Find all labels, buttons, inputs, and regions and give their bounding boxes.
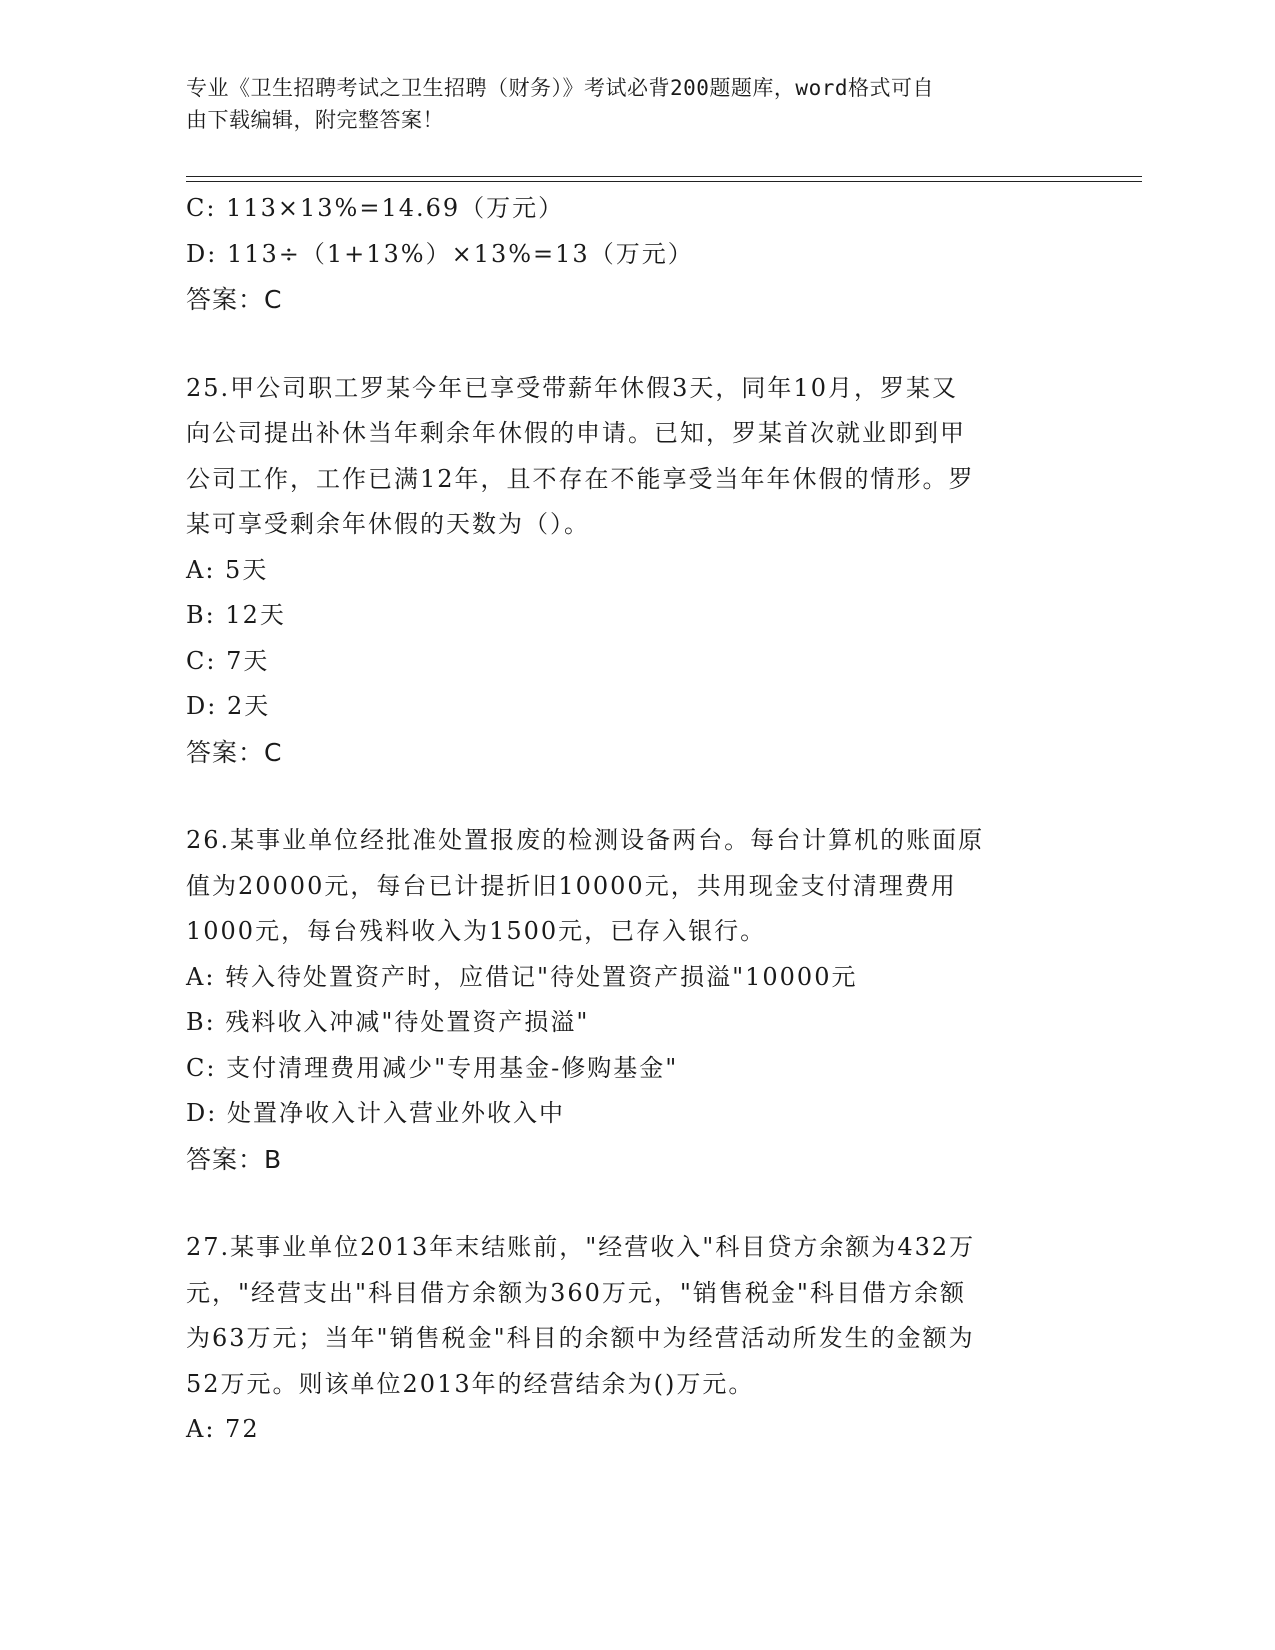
question-gap — [186, 775, 1066, 818]
question-gap — [186, 1182, 1066, 1225]
question-text-line: 1000元，每台残料收入为1500元，已存入银行。 — [186, 917, 767, 945]
question-25 — [186, 366, 1066, 776]
option-a: A: 转入待处置资产时，应借记"待处置资产损溢"10000元 — [186, 962, 858, 991]
header-rule-top — [186, 176, 1142, 177]
question-text-line: 公司工作，工作已满12年，且不存在不能享受当年年休假的情形。罗 — [186, 464, 975, 493]
option-d: D: 处置净收入计入营业外收入中 — [186, 1099, 565, 1127]
question-text-line: 为63万元；当年"销售税金"科目的余额中为经营活动所发生的金额为 — [186, 1324, 975, 1352]
question-text-line: 向公司提出补休当年剩余年休假的申请。已知，罗某首次就业即到甲 — [186, 419, 966, 447]
option-a: A: 72 — [186, 1415, 260, 1443]
option-d: D: 2天 — [186, 692, 271, 720]
option-b: B: 残料收入冲减"待处置资产损溢" — [186, 1008, 590, 1036]
header-rule-bottom — [186, 181, 1142, 182]
question-26 — [186, 818, 1066, 1182]
answer-line: 答案：B — [186, 1144, 283, 1174]
question-gap — [186, 323, 1066, 366]
document-body — [186, 186, 1066, 1453]
option-a: A: 5天 — [186, 555, 269, 584]
question-text-line: 某可享受剩余年休假的天数为（）。 — [186, 510, 590, 538]
option-b: B: 12天 — [186, 601, 286, 629]
question-text-line: 值为20000元，每台已计提折旧10000元，共用现金支付清理费用 — [186, 871, 957, 900]
header-line-1: 专业《卫生招聘考试之卫生招聘（财务）》考试必背200题题库，word格式可自 — [186, 76, 934, 100]
question-text-line: 52万元。则该单位2013年的经营结余为()万元。 — [186, 1369, 755, 1398]
option-d: D: 113÷（1+13%）×13%=13（万元） — [186, 239, 694, 268]
question-text-line: 26.某事业单位经批准处置报废的检测设备两台。每台计算机的账面原 — [186, 826, 985, 854]
header-line-2: 由下载编辑，附完整答案！ — [186, 108, 444, 132]
answer-line: 答案：C — [186, 285, 283, 314]
option-c: C: 支付清理费用减少"专用基金-修购基金" — [186, 1053, 679, 1082]
question-text-line: 元，"经营支出"科目借方余额为360万元，"销售税金"科目借方余额 — [186, 1278, 966, 1307]
answer-line: 答案：C — [186, 737, 283, 767]
document-header — [186, 72, 1066, 136]
question-text-line: 25.甲公司职工罗某今年已享受带薪年休假3天，同年10月，罗某又 — [186, 373, 958, 402]
question-text-line: 27.某事业单位2013年末结账前，"经营收入"科目贷方余额为432万 — [186, 1233, 976, 1261]
option-c: C: 113×13%=14.69（万元） — [186, 194, 565, 222]
previous-question — [186, 186, 1066, 323]
option-c: C: 7天 — [186, 646, 270, 675]
question-27 — [186, 1225, 1066, 1453]
